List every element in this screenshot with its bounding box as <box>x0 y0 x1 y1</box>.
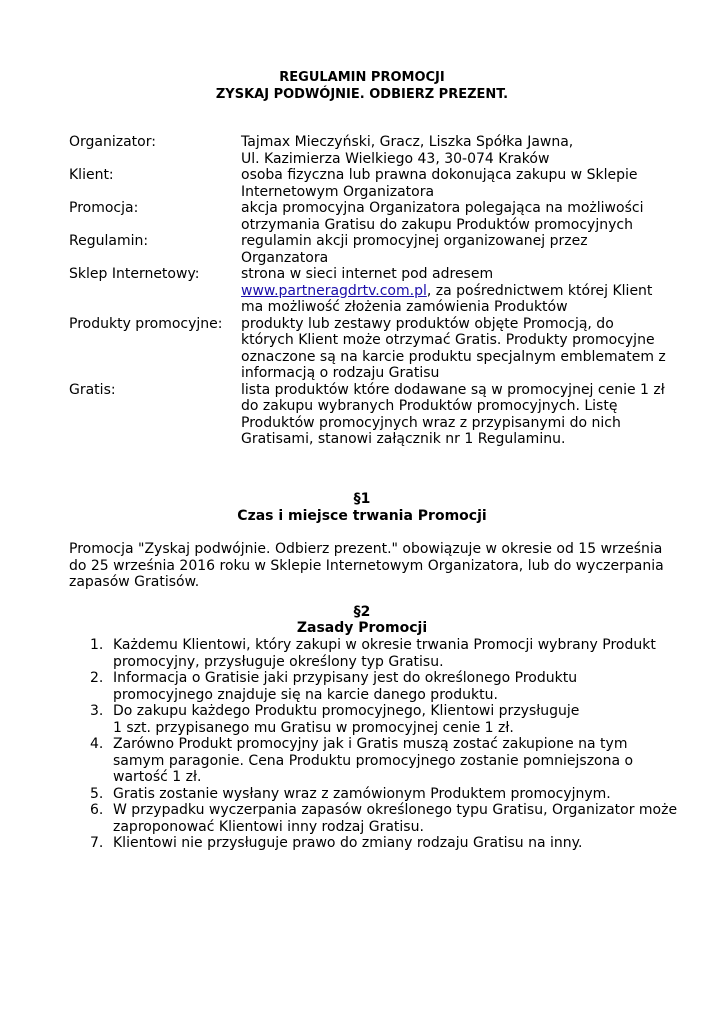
definition-line: oznaczone są na karcie produktu specjalnym emblematem z <box>241 348 666 365</box>
definition-line: Internetowym Organizatora <box>241 183 435 200</box>
definition-term: Gratis: <box>69 381 116 398</box>
list-item-line: Klientowi nie przysługuje prawo do zmiany rodzaju Gratisu na inny. <box>113 835 583 851</box>
list-item-line: promocyjny, przysługuje określony typ Gratisu. <box>113 653 444 670</box>
list-item-text <box>113 736 633 786</box>
definition-promocja <box>69 200 669 233</box>
definition-line: Produktów promocyjnych wraz z przypisanymi do nich <box>241 414 621 431</box>
list-item-line: Do zakupu każdego Produktu promocyjnego, Klientowi przysługuje <box>113 703 580 719</box>
definition-line: strona w sieci internet pod adresem <box>241 266 494 282</box>
definition-line: produkty lub zestawy produktów objęte Promocją, do <box>241 315 614 332</box>
definition-term: Promocja: <box>69 200 139 216</box>
section2-number: §2 <box>353 604 371 620</box>
definition-line: których Klient może otrzymać Gratis. Produkty promocyjne <box>241 332 655 348</box>
list-item-number: 6. <box>90 802 104 818</box>
definition-organizator <box>69 134 669 167</box>
definition-line: ma możliwość złożenia zamówienia Produktów <box>241 299 568 315</box>
definition-line: lista produktów które dodawane są w promocyjnej cenie 1 zł <box>241 381 665 398</box>
definition-description <box>241 233 661 266</box>
list-item-number: 5. <box>90 785 104 802</box>
section1-title: Czas i miejsce trwania Promocji <box>237 508 487 524</box>
paragraph-line: zapasów Gratisów. <box>69 574 200 590</box>
section2-title: Zasady Promocji <box>296 620 428 636</box>
list-item <box>90 703 670 736</box>
list-item-line: samym paragonie. Cena Produktu promocyjnego zostanie pomniejszona o <box>113 752 634 769</box>
list-item-line: Zarówno Produkt promocyjny jak i Gratis muszą zostać zakupione na tym <box>113 736 628 752</box>
definition-gratis <box>69 382 669 448</box>
list-item <box>90 786 670 803</box>
definition-description <box>241 200 661 233</box>
list-item <box>90 736 670 786</box>
list-item-line: zaproponować Klientowi inny rodzaj Gratisu. <box>113 818 424 835</box>
definition-line: akcja promocyjna Organizatora polegająca na możliwości <box>241 200 644 216</box>
definition-line: otrzymania Gratisu do zakupu Produktów promocyjnych <box>241 216 633 233</box>
definition-produkty-promocyjne <box>69 316 669 382</box>
list-item-line: Każdemu Klientowi, który zakupi w okresie trwania Promocji wybrany Produkt <box>113 637 656 653</box>
definition-line: regulamin akcji promocyjnej organizowanej przez <box>241 233 588 249</box>
definition-term: Organizator: <box>69 134 156 150</box>
definition-term: Klient: <box>69 167 114 183</box>
definition-description <box>241 266 661 316</box>
list-item-number: 4. <box>90 736 104 752</box>
paragraph-line: do 25 września 2016 roku w Sklepie Internetowym Organizatora, lub do wyczerpania <box>69 557 664 574</box>
list-item-number: 1. <box>90 637 104 653</box>
definition-line: Gratisami, stanowi załącznik nr 1 Regulaminu. <box>241 431 566 447</box>
list-item <box>90 637 670 670</box>
definition-description <box>241 134 661 167</box>
definition-line: informacją o rodzaju Gratisu <box>241 365 440 381</box>
definition-description <box>241 167 661 200</box>
document-title: REGULAMIN PROMOCJI <box>279 70 445 85</box>
definition-line: do zakupu wybranych Produktów promocyjnych. Listę <box>241 398 618 414</box>
list-item-text <box>113 670 577 703</box>
shop-website-link[interactable]: www.partneragdrtv.com.pl <box>241 282 427 299</box>
definitions-list <box>69 134 669 448</box>
list-item-number: 7. <box>90 835 104 851</box>
definition-klient <box>69 167 669 200</box>
definition-regulamin <box>69 233 669 266</box>
list-item-text <box>113 802 677 835</box>
list-item-number: 2. <box>90 670 104 686</box>
section1-number: §1 <box>353 491 371 507</box>
definition-sklep-internetowy <box>69 266 669 316</box>
definition-term: Sklep Internetowy: <box>69 266 200 282</box>
list-item-text <box>113 786 611 803</box>
definition-term: Produkty promocyjne: <box>69 315 223 332</box>
list-item-text <box>113 835 582 852</box>
definition-line: Ul. Kazimierza Wielkiego 43, 30-074 Kraków <box>241 150 550 167</box>
list-item-line: Informacja o Gratisie jaki przypisany jest do określonego Produktu <box>113 670 578 686</box>
list-item-line: W przypadku wyczerpania zapasów określonego typu Gratisu, Organizator może <box>113 802 678 818</box>
list-item-text <box>113 703 579 736</box>
document-subtitle: ZYSKAJ PODWÓJNIE. ODBIERZ PREZENT. <box>215 87 509 102</box>
list-item <box>90 835 670 852</box>
section1-paragraph <box>69 541 664 591</box>
definition-line-with-link <box>241 283 661 300</box>
definition-description <box>241 315 666 382</box>
definition-line: Tajmax Mieczyński, Gracz, Liszka Spółka Jawna, <box>241 134 574 150</box>
definition-line: osoba fizyczna lub prawna dokonująca zakupu w Sklepie <box>241 167 638 183</box>
list-item-line: promocyjnego znajduje się na karcie danego produktu. <box>113 686 498 703</box>
list-item-line: 1 szt. przypisanego mu Gratisu w promocyjnej cenie 1 zł. <box>113 719 514 736</box>
list-item-number: 3. <box>90 703 104 719</box>
definition-description <box>241 381 665 448</box>
list-item <box>90 670 670 703</box>
list-item-line: wartość 1 zł. <box>113 769 202 785</box>
list-item <box>90 802 678 835</box>
list-item-line: Gratis zostanie wysłany wraz z zamówionym Produktem promocyjnym. <box>113 785 611 802</box>
definition-line: Organzatora <box>241 249 329 266</box>
promotion-rules-list <box>90 637 678 852</box>
list-item-text <box>113 637 656 670</box>
link-suffix-text: , za pośrednictwem której Klient <box>426 282 653 299</box>
paragraph-line: Promocja "Zyskaj podwójnie. Odbierz prezent." obowiązuje w okresie od 15 września <box>69 541 663 557</box>
definition-term: Regulamin: <box>69 233 149 249</box>
